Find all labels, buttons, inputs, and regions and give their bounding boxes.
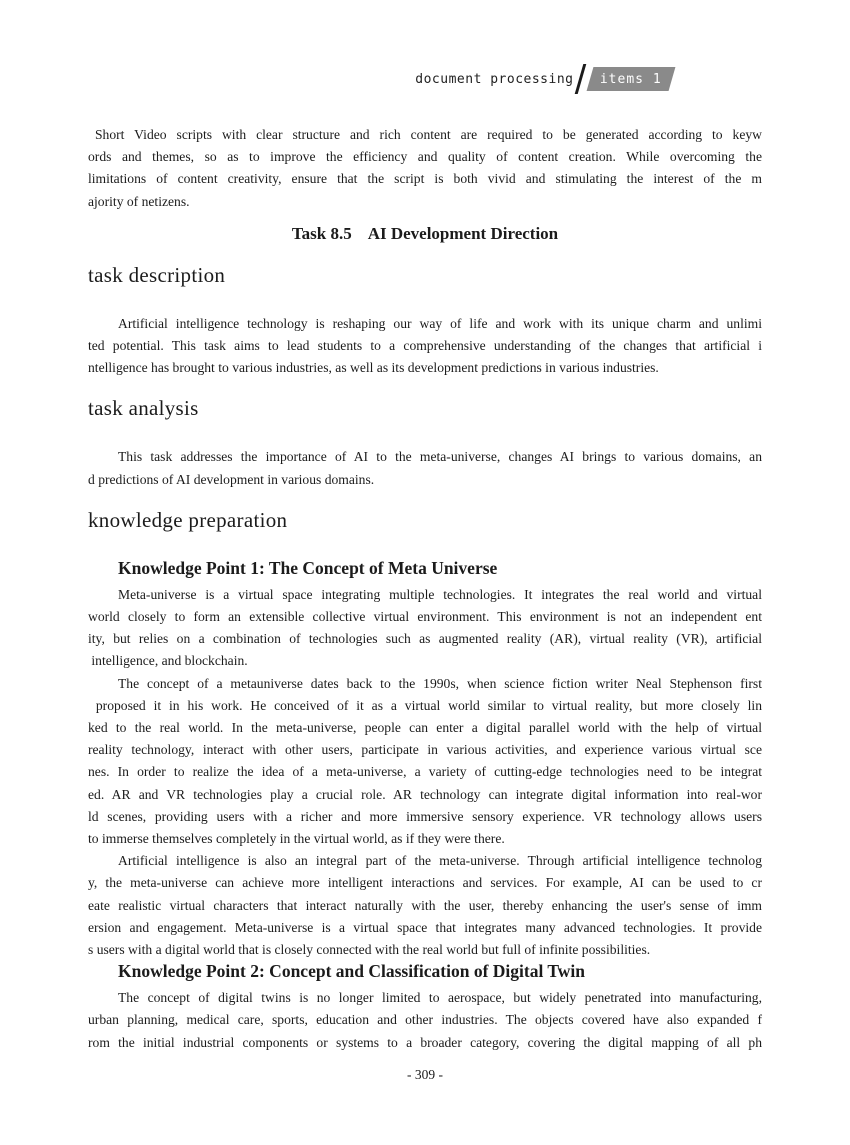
- knowledge-point-heading: Knowledge Point 2: Concept and Classification of Digital Twin: [118, 961, 586, 982]
- text-line: The concept of a metauniverse dates back to the 1990s, when science fiction writer Neal Stephenson first: [118, 675, 762, 691]
- meta-universe-history-paragraph: [88, 673, 762, 851]
- text-line: ed. AR and VR technologies play a crucial role. AR technology can integrate digital information into real-wor: [88, 786, 762, 802]
- text-line: ntelligence has brought to various industries, as well as its development predictions in various industries.: [88, 360, 659, 376]
- text-line: world closely to form an extensible collective virtual environment. This environment is not an independent ent: [88, 609, 762, 625]
- text-line: Artificial intelligence technology is reshaping our way of life and work with its unique charm and unlimi: [118, 315, 762, 331]
- items-badge: [587, 67, 676, 91]
- page-header: [88, 64, 762, 94]
- task-title-text: AI Development Direction: [367, 223, 559, 243]
- text-line: reality technology, interact with other users, participate in various activities, and experience various virtual sce: [88, 742, 762, 758]
- knowledge-point-heading: Knowledge Point 1: The Concept of Meta Universe: [118, 557, 498, 578]
- page-footer: [88, 1066, 762, 1083]
- task-analysis-paragraph: [88, 446, 762, 490]
- text-line: ords and themes, so as to improve the efficiency and quality of content creation. While overcoming the: [88, 149, 762, 165]
- text-line: proposed it in his work. He conceived of it as a virtual world similar to virtual reality, but more closely lin: [88, 697, 762, 713]
- text-line: Short Video scripts with clear structure and rich content are required to be generated according to keyw: [95, 127, 762, 142]
- text-line: intelligence, and blockchain.: [88, 653, 248, 669]
- text-line: s users with a digital world that is closely connected with the real world but full of infinite possibilities.: [88, 942, 651, 958]
- text-line: ted potential. This task aims to lead students to a comprehensive understanding of the changes that artificial i: [88, 338, 762, 354]
- text-line: y, the meta-universe can achieve more intelligent interactions and services. For example, AI can be used to cr: [88, 875, 762, 891]
- section-heading: knowledge preparation: [88, 507, 288, 532]
- meta-universe-ai-paragraph: [88, 850, 762, 961]
- intro-paragraph: [88, 124, 762, 213]
- text-line: ld scenes, providing users with a richer and more immersive sensory experience. VR technology allows users: [88, 808, 762, 824]
- text-line: ersion and engagement. Meta-universe is a virtual space that integrates many advanced technologies. It provide: [88, 919, 762, 935]
- items-badge-label: items 1: [600, 71, 662, 87]
- section-heading: task description: [88, 262, 226, 287]
- text-line: to immerse themselves completely in the virtual world, as if they were there.: [88, 831, 505, 847]
- text-line: rom the initial industrial components or systems to a broader category, covering the digital mapping of all ph: [88, 1034, 762, 1050]
- text-line: This task addresses the importance of AI to the meta-universe, changes AI brings to various domains, an: [118, 449, 762, 465]
- breadcrumb: document processing: [415, 71, 574, 87]
- task-description-paragraph: [88, 313, 762, 380]
- text-line: Meta-universe is a virtual space integrating multiple technologies. It integrates the real world and virtual: [118, 586, 762, 602]
- text-line: d predictions of AI development in various domains.: [88, 471, 375, 487]
- meta-universe-definition-paragraph: [88, 584, 762, 673]
- section-heading: task analysis: [88, 396, 199, 421]
- text-line: The concept of digital twins is no longer limited to aerospace, but widely penetrated into manufacturing,: [118, 990, 762, 1006]
- document-body: [88, 124, 762, 1054]
- text-line: eate realistic virtual characters that interact naturally with the user, thereby enhancing the user's sense of imm: [88, 897, 762, 913]
- text-line: nes. In order to realize the idea of a meta-universe, a variety of cutting-edge technologies need to be integrat: [88, 764, 762, 780]
- text-line: ity, but relies on a combination of technologies such as augmented reality (AR), virtual reality (VR), artificial: [88, 631, 762, 647]
- text-line: urban planning, medical care, sports, education and other industries. The objects covered have also expanded f: [88, 1012, 762, 1028]
- page-number: - 309 -: [407, 1066, 443, 1082]
- text-line: limitations of content creativity, ensure that the script is both vivid and stimulating the interest of the m: [88, 171, 762, 187]
- text-line: Artificial intelligence is also an integral part of the meta-universe. Through artificial intelligence technolog: [118, 853, 762, 869]
- task-number: Task 8.5: [291, 223, 352, 243]
- slash-separator-icon: [574, 64, 585, 94]
- text-line: ajority of netizens.: [88, 193, 190, 209]
- text-line: ked to the real world. In the meta-universe, people can enter a digital parallel world with the help of virtual: [88, 720, 762, 736]
- digital-twin-paragraph: [88, 987, 762, 1054]
- task-title: [88, 223, 762, 245]
